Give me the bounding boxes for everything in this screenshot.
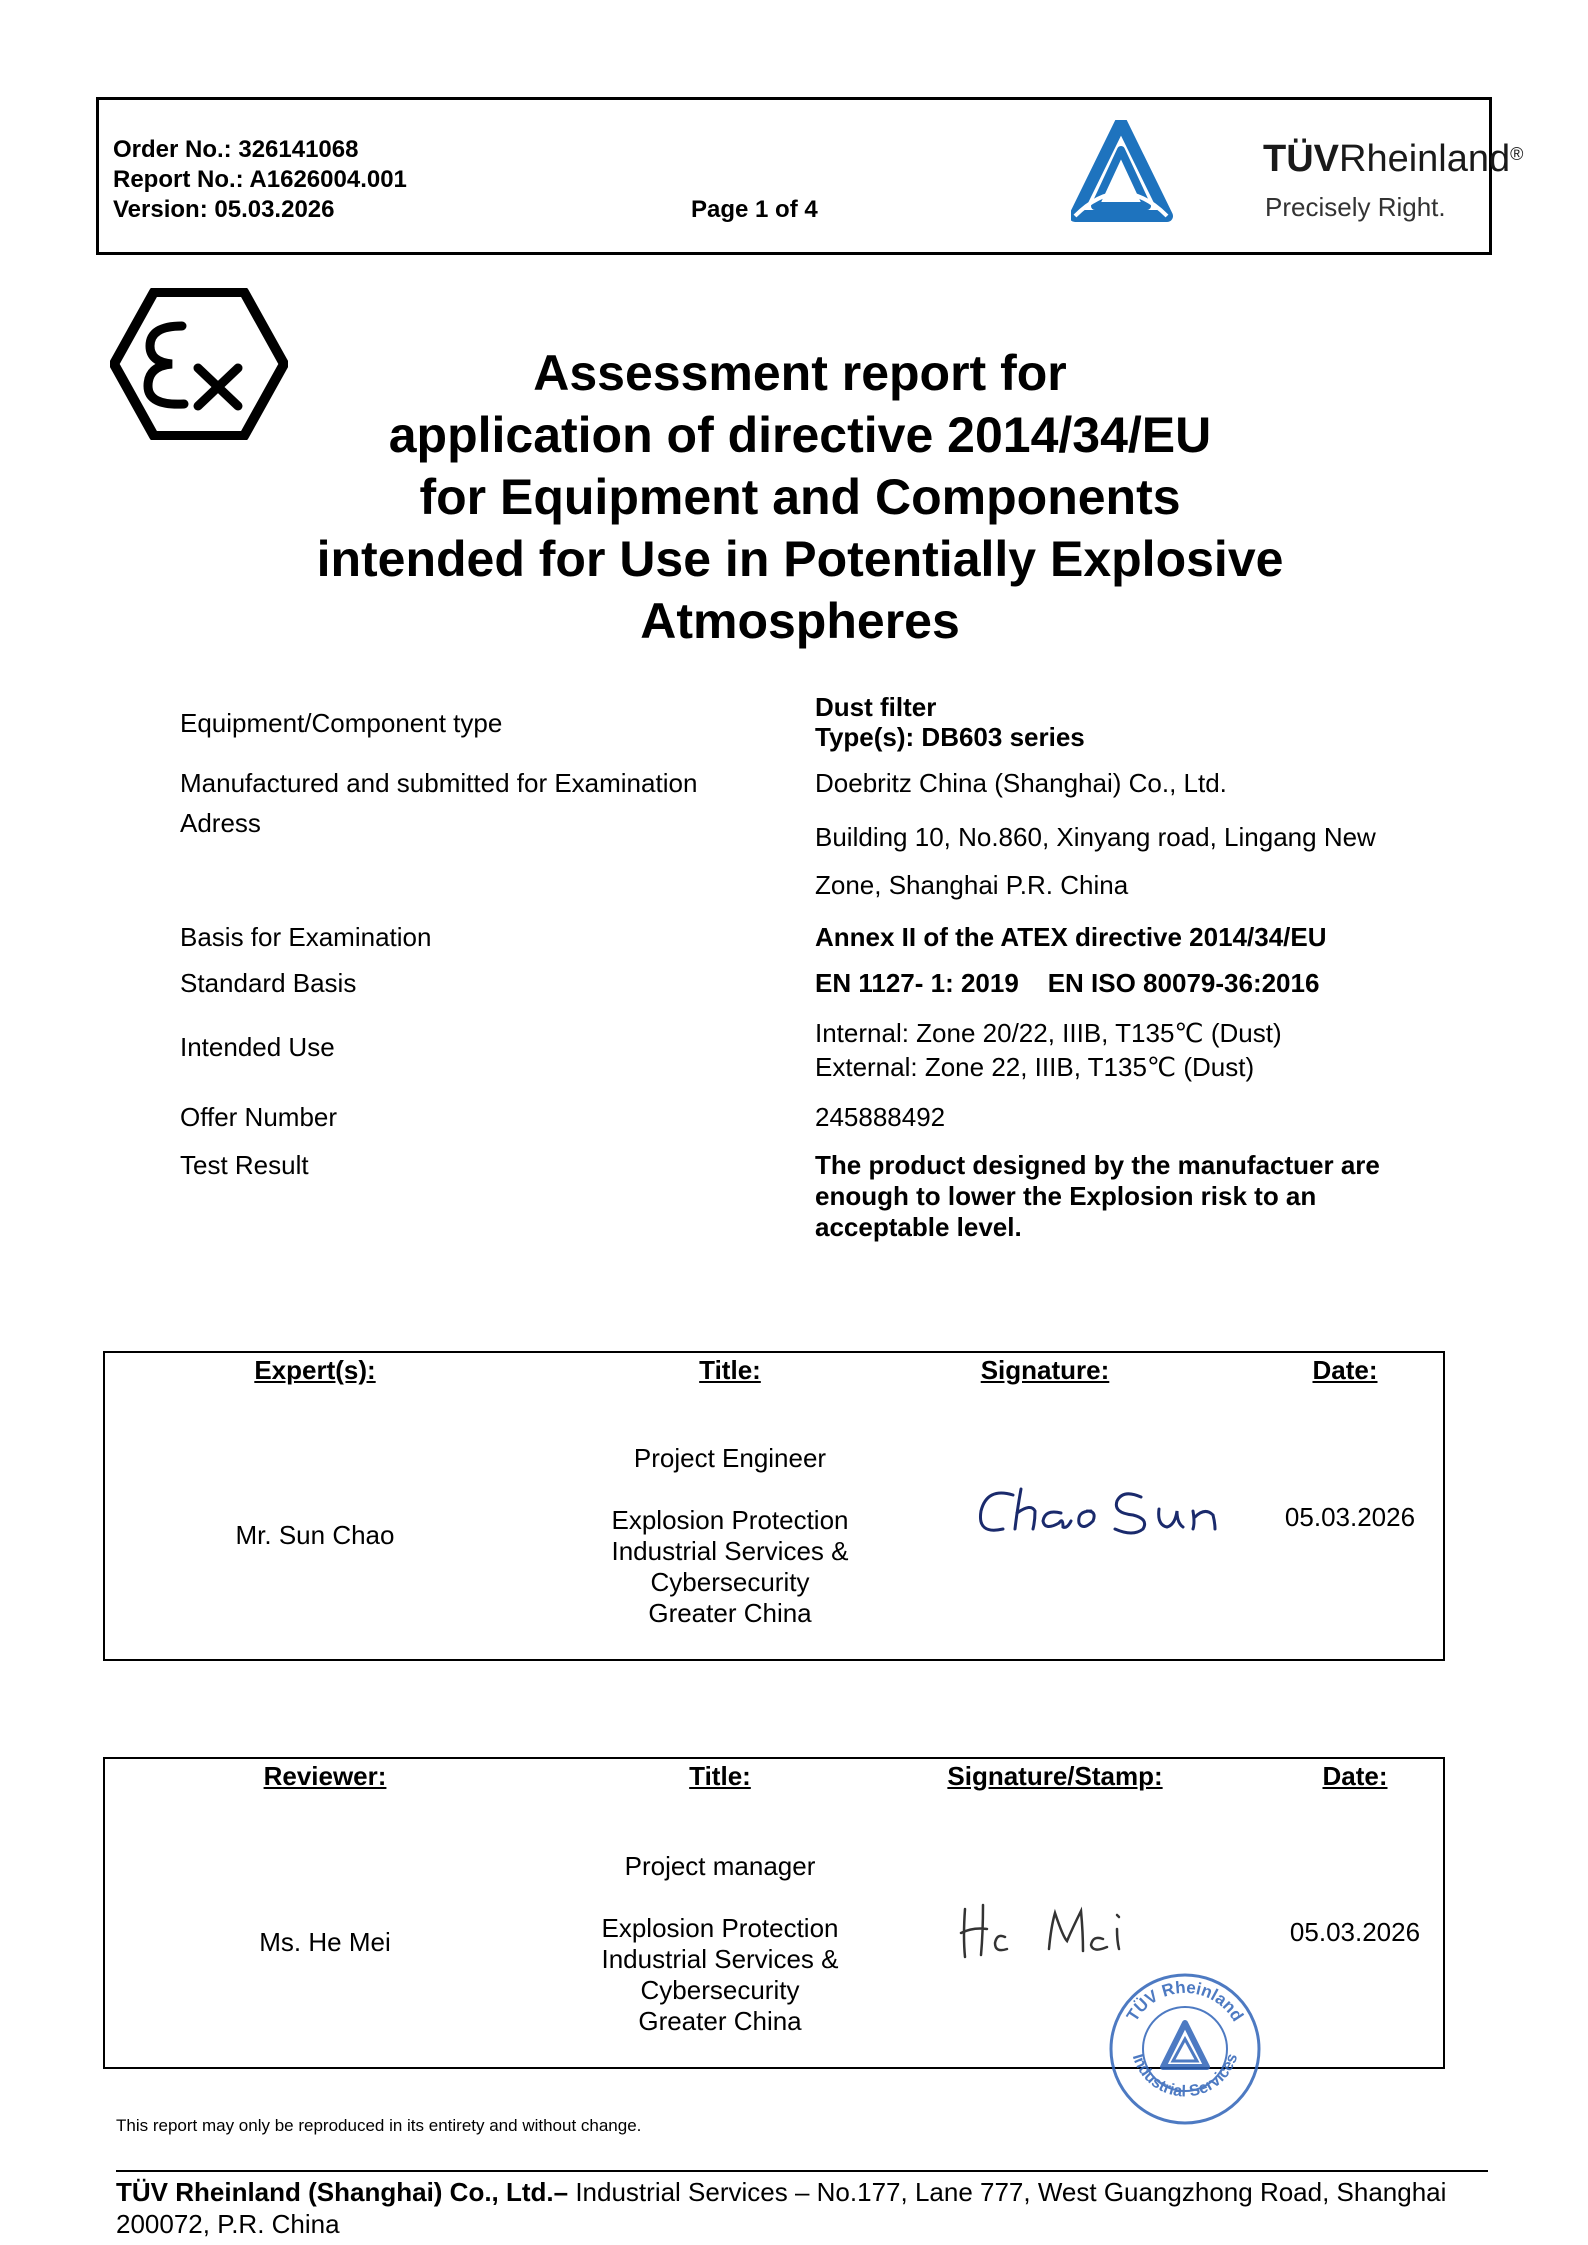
reviewer-table <box>103 1757 1445 2101</box>
expert-name: Mr. Sun Chao <box>235 1520 395 1550</box>
offer-number-label: Offer Number <box>180 1102 338 1132</box>
intended-use-external: External: Zone 22, IIIB, T135℃ (Dust) <box>815 1052 1255 1082</box>
expert-column-header: Expert(s): <box>254 1355 376 1385</box>
test-result-line-2: enough to lower the Explosion risk to an <box>815 1181 1317 1211</box>
test-result-line-1: The product designed by the manufactuer are <box>815 1150 1380 1180</box>
equipment-models: Type(s): DB603 series <box>815 722 1085 752</box>
signature-column-header: Signature: <box>980 1355 1110 1385</box>
address-line-1: Building 10, No.860, Xinyang road, Lingang New <box>815 822 1376 852</box>
date-column-header: Date: <box>1322 1761 1388 1791</box>
report-header <box>96 97 1524 255</box>
report-number: Report No.: A1626004.001 <box>113 166 407 193</box>
offer-number-value: 245888492 <box>815 1102 946 1132</box>
expert-signature <box>973 1481 1273 1551</box>
tuv-stamp <box>1105 1969 1265 2129</box>
reviewer-signature <box>957 1897 1207 1977</box>
address-label: Adress <box>180 808 261 838</box>
tuv-tagline: Precisely Right. <box>1265 192 1446 222</box>
title-column-header: Title: <box>699 1355 761 1385</box>
company-footer: TÜV Rheinland (Shanghai) Co., Ltd.– Industrial Services – No.177, Lane 777, West Guangzhong Road, Shanghai 200072, P.R. China <box>116 2177 1447 2239</box>
title-column-header: Title: <box>689 1761 751 1791</box>
standard-label: Standard Basis <box>180 968 357 998</box>
expert-date: 05.03.2026 <box>1284 1502 1416 1532</box>
basis-value: Annex II of the ATEX directive 2014/34/EU <box>815 922 1327 952</box>
svg-text:TÜV Rheinland: TÜV Rheinland <box>1122 1977 1248 2025</box>
svg-text:Industrial Services: Industrial Services <box>1128 2051 1242 2101</box>
manufacturer-label: Manufactured and submitted for Examination <box>180 768 698 798</box>
equipment-label: Equipment/Component type <box>180 708 503 738</box>
tuv-brand: TÜVRheinland® <box>1263 138 1524 180</box>
footer-divider <box>116 2170 1488 2172</box>
reviewer-column-header: Reviewer: <box>263 1761 387 1791</box>
standard-value: EN 1127- 1: 2019 EN ISO 80079-36:2016 <box>815 968 1320 998</box>
basis-label: Basis for Examination <box>180 922 432 952</box>
reviewer-name: Ms. He Mei <box>259 1927 391 1957</box>
order-number: Order No.: 326141068 <box>113 136 359 163</box>
reviewer-date: 05.03.2026 <box>1289 1917 1421 1947</box>
manufacturer-value: Doebritz China (Shanghai) Co., Ltd. <box>815 768 1227 798</box>
intended-use-label: Intended Use <box>180 1032 335 1062</box>
reviewer-title: Project manager Explosion Protection Industrial Services & Cybersecurity Greater China <box>601 1851 839 2036</box>
signature-stamp-column-header: Signature/Stamp: <box>947 1761 1163 1791</box>
test-result-label: Test Result <box>180 1150 309 1180</box>
expert-title: Project Engineer Explosion Protection Industrial Services & Cybersecurity Greater China <box>611 1443 849 1628</box>
version: Version: 05.03.2026 <box>113 196 335 223</box>
expert-table <box>103 1351 1445 1661</box>
page-number: Page 1 of 4 <box>691 196 818 223</box>
report-title: Assessment report for application of directive 2014/34/EU for Equipment and Components intended for Use in Potentially Explosive Atmospheres <box>316 345 1284 649</box>
equipment-type: Dust filter <box>815 692 937 722</box>
intended-use-internal: Internal: Zone 20/22, IIIB, T135℃ (Dust) <box>815 1018 1282 1048</box>
test-result-line-3: acceptable level. <box>815 1212 1022 1242</box>
date-column-header: Date: <box>1312 1355 1378 1385</box>
address-line-2: Zone, Shanghai P.R. China <box>815 870 1129 900</box>
reproduction-note: This report may only be reproduced in its entirety and without change. <box>116 2116 642 2135</box>
